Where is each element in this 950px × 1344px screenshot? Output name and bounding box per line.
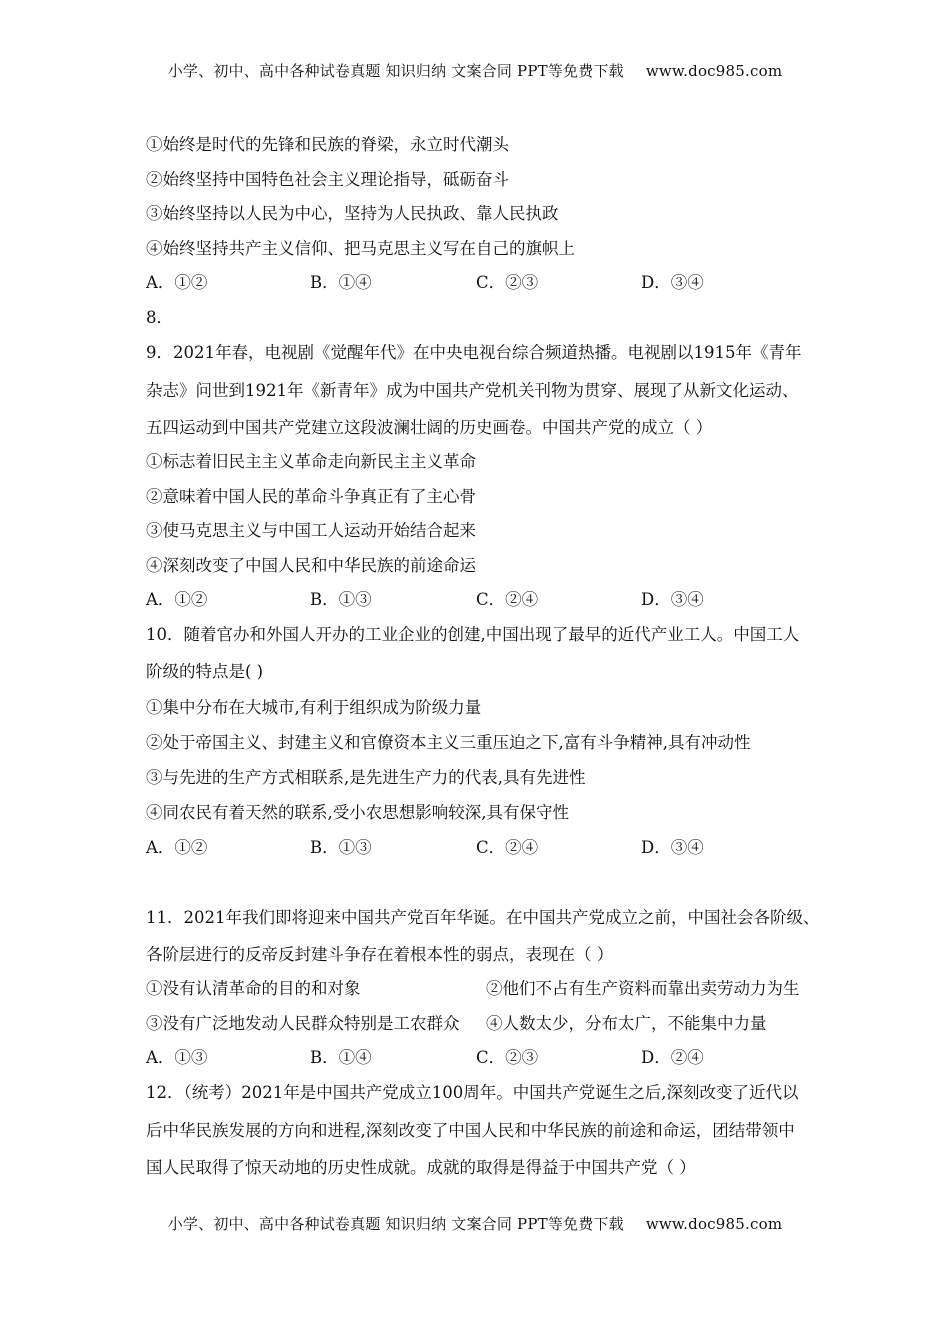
q10-stem-1: 10．随着官办和外国人开办的工业企业的创建,中国出现了最早的近代产业工人。中国工人 [146,625,800,644]
q9-stem-1: 9．2021年春，电视剧《觉醒年代》在中央电视台综合频道热播。电视剧以1915年《青年 [146,343,802,362]
page-footer [0,1213,950,1234]
q7-option-c[interactable]: C．②③ [476,273,539,292]
q10-item-4: ④同农民有着天然的联系,受小农思想影响较深,具有保守性 [146,803,569,822]
q10-option-c[interactable]: C．②④ [476,838,539,857]
q12-stem-3: 国人民取得了惊天动地的历史性成就。成就的取得是得益于中国共产党（ ） [146,1158,696,1177]
q11-option-d[interactable]: D．②④ [641,1048,704,1067]
q10-item-3: ③与先进的生产方式相联系,是先进生产力的代表,具有先进性 [146,768,586,787]
q11-stem-1: 11．2021年我们即将迎来中国共产党百年华诞。在中国共产党成立之前，中国社会各阶级、 [146,908,820,927]
header-text: 小学、初中、高中各种试卷真题 知识归纳 文案合同 PPT等免费下载 [167,62,624,80]
q10-item-1: ①集中分布在大城市,有利于组织成为阶级力量 [146,698,482,717]
q7-option-a[interactable]: A．①② [146,273,208,292]
q9-item-1: ①标志着旧民主主义革命走向新民主主义革命 [146,452,476,471]
q9-stem-2: 杂志》问世到1921年《新青年》成为中国共产党机关刊物为贯穿、展现了从新文化运动、 [146,381,799,400]
footer-url[interactable]: www.doc985.com [645,1215,783,1233]
q7-option-d[interactable]: D．③④ [641,273,704,292]
footer-text: 小学、初中、高中各种试卷真题 知识归纳 文案合同 PPT等免费下载 [167,1215,624,1233]
q11-item-4: ④人数太少，分布太广，不能集中力量 [486,1014,767,1033]
header-url[interactable]: www.doc985.com [645,62,783,80]
q11-option-c[interactable]: C．②③ [476,1048,539,1067]
q8-number: 8． [146,308,173,327]
q9-item-4: ④深刻改变了中国人民和中华民族的前途命运 [146,556,476,575]
q10-option-b[interactable]: B．①③ [310,838,372,857]
q7-item-3: ③始终坚持以人民为中心，坚持为人民执政、靠人民执政 [146,204,559,223]
q9-option-c[interactable]: C．②④ [476,590,539,609]
q11-item-2: ②他们不占有生产资料而靠出卖劳动力为生 [486,979,800,998]
q9-option-d[interactable]: D．③④ [641,590,704,609]
q7-item-2: ②始终坚持中国特色社会主义理论指导，砥砺奋斗 [146,170,509,189]
q10-option-d[interactable]: D．③④ [641,838,704,857]
q12-stem-1: 12．（统考）2021年是中国共产党成立100周年。中国共产党诞生之后,深刻改变了近代以 [146,1083,799,1102]
page-header [0,60,950,81]
q9-option-a[interactable]: A．①② [146,590,208,609]
q9-stem-3: 五四运动到中国共产党建立这段波澜壮阔的历史画卷。中国共产党的成立（ ） [146,418,713,437]
q10-item-2: ②处于帝国主义、封建主义和官僚资本主义三重压迫之下,富有斗争精神,具有冲动性 [146,733,751,752]
q12-stem-2: 后中华民族发展的方向和进程,深刻改变了中国人民和中华民族的前途和命运，团结带领中 [146,1121,795,1140]
q11-item-1: ①没有认清革命的目的和对象 [146,979,361,998]
q11-option-b[interactable]: B．①④ [310,1048,372,1067]
q7-item-1: ①始终是时代的先锋和民族的脊梁，永立时代潮头 [146,135,509,154]
q9-item-2: ②意味着中国人民的革命斗争真正有了主心骨 [146,487,476,506]
q9-item-3: ③使马克思主义与中国工人运动开始结合起来 [146,521,476,540]
q9-option-b[interactable]: B．①③ [310,590,372,609]
q7-option-b[interactable]: B．①④ [310,273,372,292]
q10-stem-2: 阶级的特点是( ) [146,662,264,681]
q7-item-4: ④始终坚持共产主义信仰、把马克思主义写在自己的旗帜上 [146,239,575,258]
q11-option-a[interactable]: A．①③ [146,1048,208,1067]
q11-stem-2: 各阶层进行的反帝反封建斗争存在着根本性的弱点，表现在（ ） [146,945,614,964]
q10-option-a[interactable]: A．①② [146,838,208,857]
q11-item-3: ③没有广泛地发动人民群众特别是工农群众 [146,1014,460,1033]
